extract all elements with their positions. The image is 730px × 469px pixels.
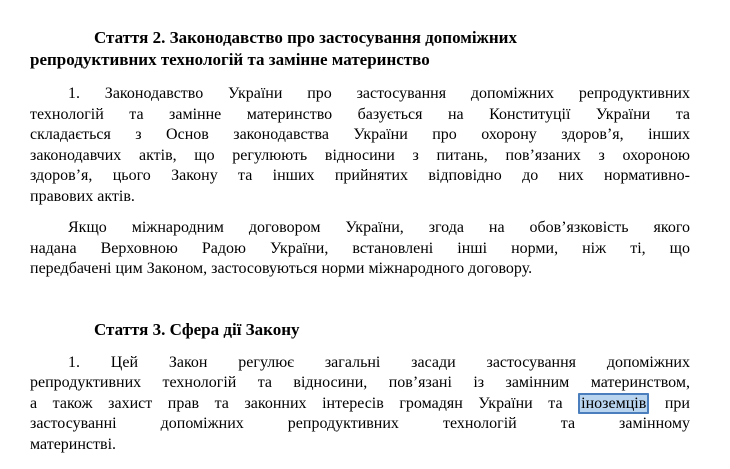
text-line: 1. Законодавство України про застосування допоміжних репродуктивних (68, 85, 690, 102)
article-3-heading-line-1: Стаття 3. Сфера дії Закону (94, 319, 300, 339)
text-line: здоров’я, цього Закону та інших прийнятих відповідно до них нормативно- (30, 167, 690, 184)
text-line: репродуктивних технологій та відносини, пов’язані із замінним материнством, (30, 374, 690, 391)
text-line: Якщо міжнародним договором України, згода на обов’язковість якого (68, 219, 690, 236)
text-line: застосуванні допоміжних репродуктивних технологій та замінному (30, 415, 690, 432)
text-after-highlight: при (649, 394, 690, 412)
article-2-paragraph-1 (30, 84, 690, 207)
text-before-highlight: а також захист прав та законних інтересів громадян України та (30, 394, 579, 412)
text-line: надана Верховною Радою України, встановлені інші норми, ніж ті, що (30, 239, 690, 257)
text-line: передбачені цим Законом, застосовуються норми міжнародного договору. (30, 260, 533, 277)
article-2-heading-line-1: Стаття 2. Законодавство про застосування допоміжних (94, 28, 517, 47)
article-2-paragraph-2 (30, 218, 690, 280)
article-3-heading (30, 319, 690, 341)
text-line: технологій та замінне материнство базується на Конституції України та (30, 105, 690, 123)
text-line: материнстві. (30, 435, 117, 453)
article-2-heading (30, 27, 690, 71)
text-line: правових актів. (30, 187, 135, 205)
article-3-paragraph-1 (30, 353, 690, 456)
highlighted-word: іноземців (578, 393, 649, 414)
text-line-with-highlight (30, 394, 690, 415)
text-line: законодавчих актів, що регулюють відносини з питань, пов’язаних з охороною (30, 146, 690, 164)
article-2-heading-line-2: репродуктивних технологій та замінне материнство (30, 50, 430, 69)
text-line: складається з Основ законодавства України про охорону здоров’я, інших (30, 126, 690, 143)
text-line: 1. Цей Закон регулює загальні засади застосування допоміжних (68, 353, 690, 371)
